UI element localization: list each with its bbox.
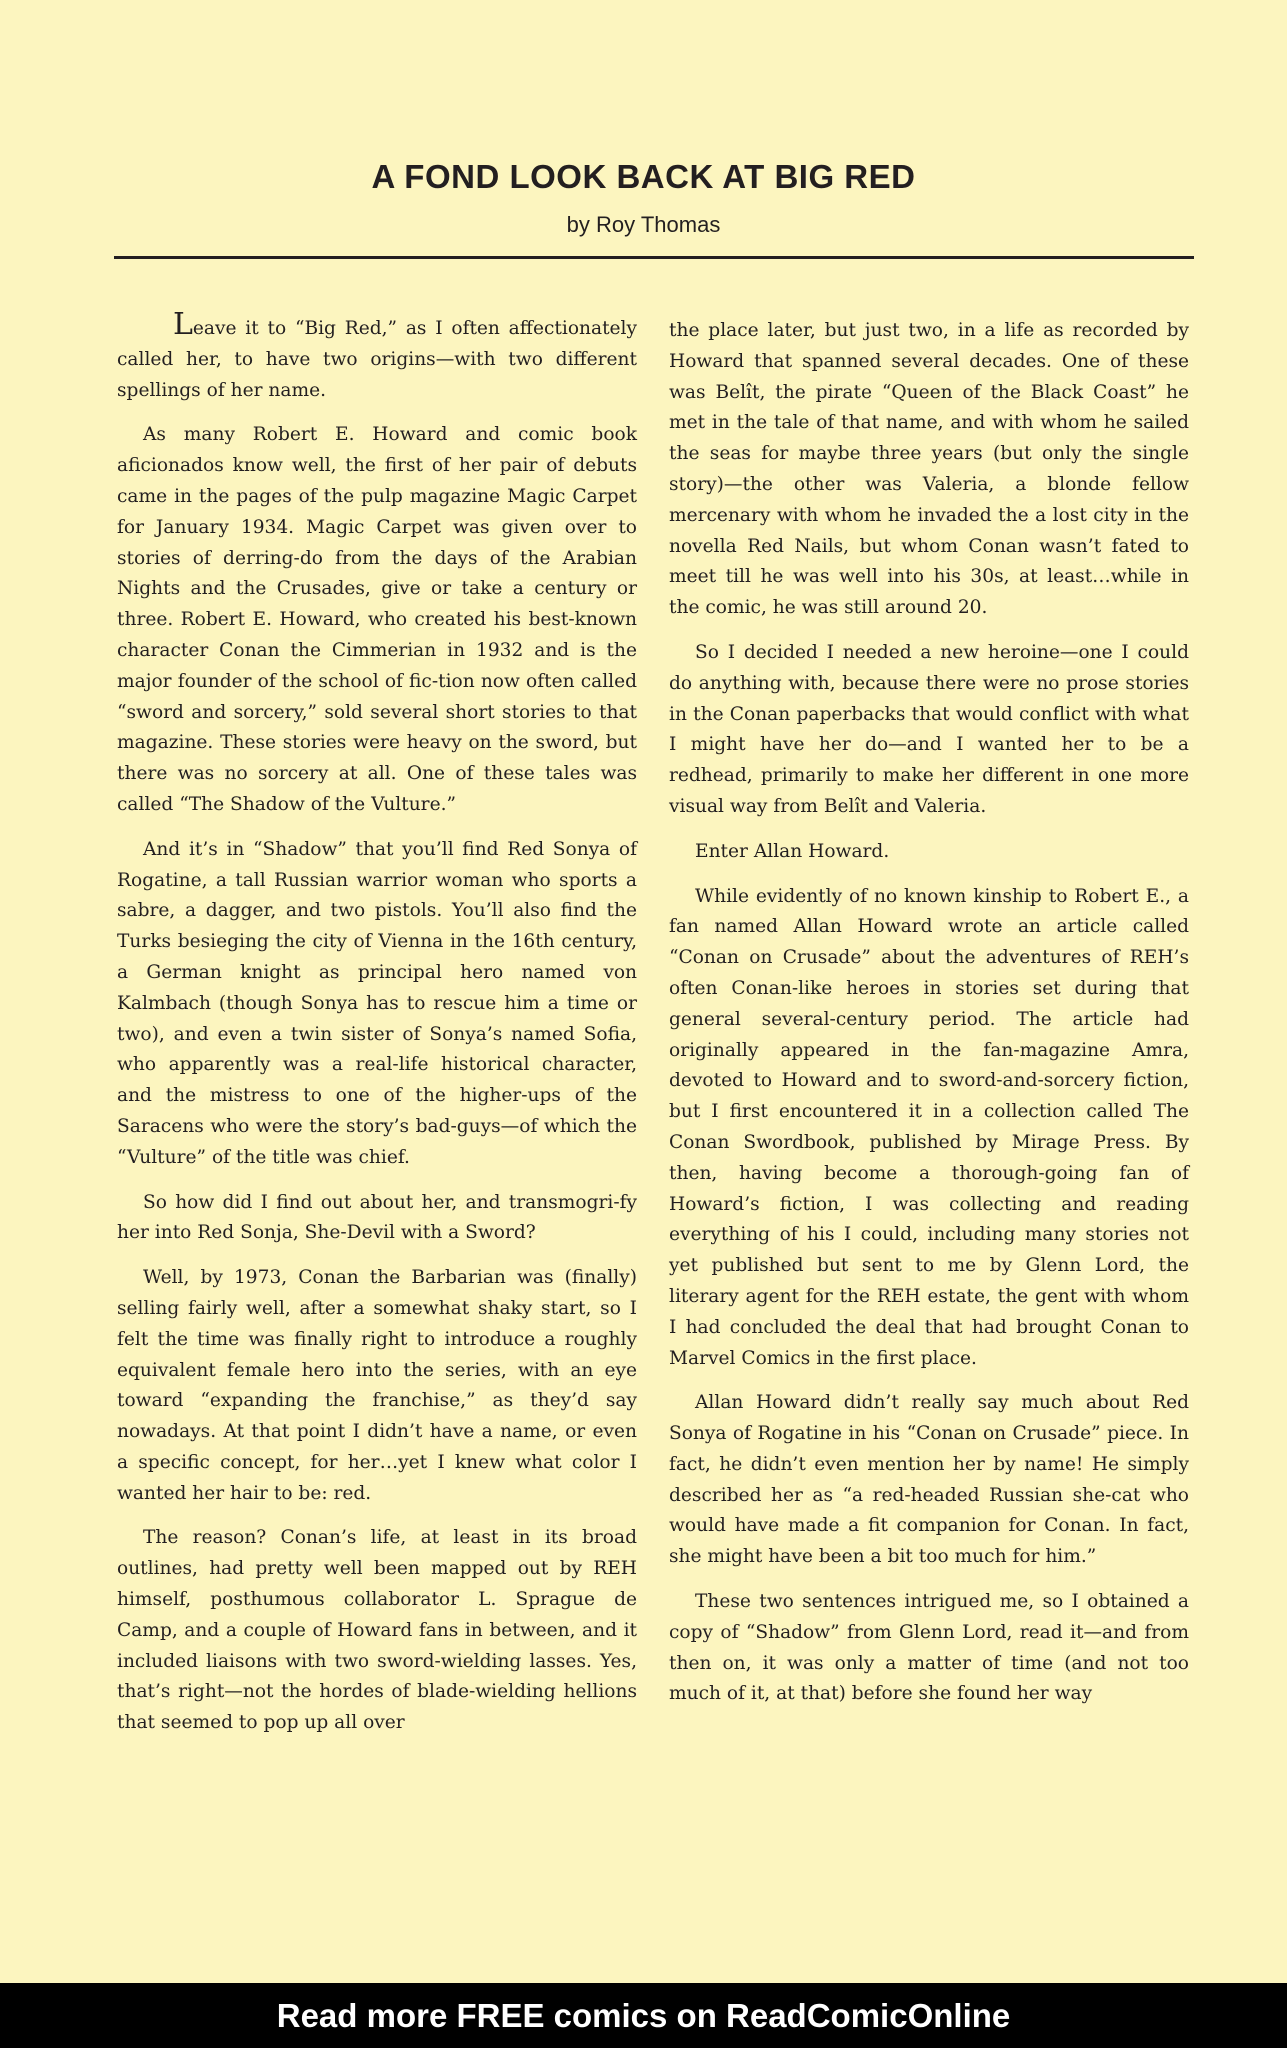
paragraph: These two sentences intrigued me, so I obtained a copy of “Shadow” from Glenn Lord, read it—and from then on, it was only a matter of time (and not too much of it, at that) before she found her way [669, 1591, 1189, 1705]
paragraph: The reason? Conan’s life, at least in its broad outlines, had pretty well been mapped out by REH himself, posthumous collaborator L. Sprague de Camp, and a couple of Howard fans in between, and it included liaisons with two sword-wielding lasses. Yes, that’s right—not the hordes of blade-wielding hellions that seemed to pop up all over [117, 1527, 637, 1734]
right-column [669, 316, 1189, 1724]
opening-paragraph-text: eave it to “Big Red,” as I often affectionately called her, to have two origins—with two different spellings of her name. [117, 318, 637, 401]
title-divider [114, 256, 1194, 259]
paragraph-continuation: the place later, but just two, in a life as recorded by Howard that spanned several decades. One of these was Belît, the pirate “Queen of the Black Coast” he met in the tale of that name, and with whom he sailed the seas for maybe three years (but only the single story)—the other was Valeria, a blonde fellow mercenary with whom he invaded the a lost city in the novella Red Nails, but whom Conan wasn’t fated to meet till he was well into his 30s, at least…while in the comic, he was still around 20. [669, 320, 1189, 619]
promo-banner[interactable]: Read more FREE comics on ReadComicOnline [0, 1983, 1287, 2048]
article-byline: by Roy Thomas [566, 212, 721, 237]
left-column [117, 307, 637, 1753]
paragraph: So I decided I needed a new heroine—one I could do anything with, because there were no prose stories in the Conan paperbacks that would conflict with what I might have her do—and I wanted her to be a redhead, primarily to make her different in one more visual way from Belît and Valeria. [669, 641, 1189, 817]
paragraph: So how did I find out about her, and transmogri-fy her into Red Sonja, She-Devil with a Sword? [117, 1191, 637, 1244]
article-title: A FOND LOOK BACK AT BIG RED [371, 158, 916, 195]
paragraph: While evidently of no known kinship to Robert E., a fan named Allan Howard wrote an article called “Conan on Crusade” about the adventures of REH’s often Conan-like heroes in stories set during that general several-century period. The article had originally appeared in the fan-magazine Amra, devoted to Howard and to sword-and-sorcery fiction, but I first encountered it in a collection called The Conan Swordbook, published by Mirage Press. By then, having become a thorough-going fan of Howard’s fiction, I was collecting and reading everything of his I could, including many stories not yet published but sent to me by Glenn Lord, the literary agent for the REH estate, the gent with whom I had concluded the deal that had brought Conan to Marvel Comics in the first place. [669, 885, 1189, 1369]
paragraph: Enter Allan Howard. [695, 840, 890, 862]
drop-cap: L [173, 307, 193, 342]
paragraph: As many Robert E. Howard and comic book aficionados know well, the first of her pair of debuts came in the pages of the pulp magazine Magic Carpet for January 1934. Magic Carpet was given over to stories of derring-do from the days of the Arabian Nights and the Crusades, give or take a century or three. Robert E. Howard, who created his best-known character Conan the Cimmerian in 1932 and is the major founder of the school of fic-tion now often called “sword and sorcery,” sold several short stories to that magazine. These stories were heavy on the sword, but there was no sorcery at all. One of these tales was called “The Shadow of the Vulture.” [117, 424, 637, 815]
paragraph: Well, by 1973, Conan the Barbarian was (finally) selling fairly well, after a somewhat shaky start, so I felt the time was finally right to introduce a roughly equivalent female hero into the series, with an eye toward “expanding the franchise,” as they’d say nowadays. At that point I didn’t have a name, or even a specific concept, for her…yet I knew what color I wanted her hair to be: red. [117, 1267, 637, 1504]
opening-paragraph [117, 307, 637, 406]
paragraph: And it’s in “Shadow” that you’ll find Red Sonya of Rogatine, a tall Russian warrior woman who sports a sabre, a dagger, and two pistols. You’ll also find the Turks besieging the city of Vienna in the 16th century, a German knight as principal hero named von Kalmbach (though Sonya has to rescue him a time or two), and even a twin sister of Sonya’s named Sofia, who apparently was a real-life historical character, and the mistress to one of the higher-ups of the Saracens who were the story’s bad-guys—of which the “Vulture” of the title was chief. [117, 838, 637, 1168]
paragraph: Allan Howard didn’t really say much about Red Sonya of Rogatine in his “Conan on Crusade” piece. In fact, he didn’t even mention her by name! He simply described her as “a red-headed Russian she-cat who would have made a fit companion for Conan. In fact, she might have been a bit too much for him.” [669, 1392, 1189, 1568]
